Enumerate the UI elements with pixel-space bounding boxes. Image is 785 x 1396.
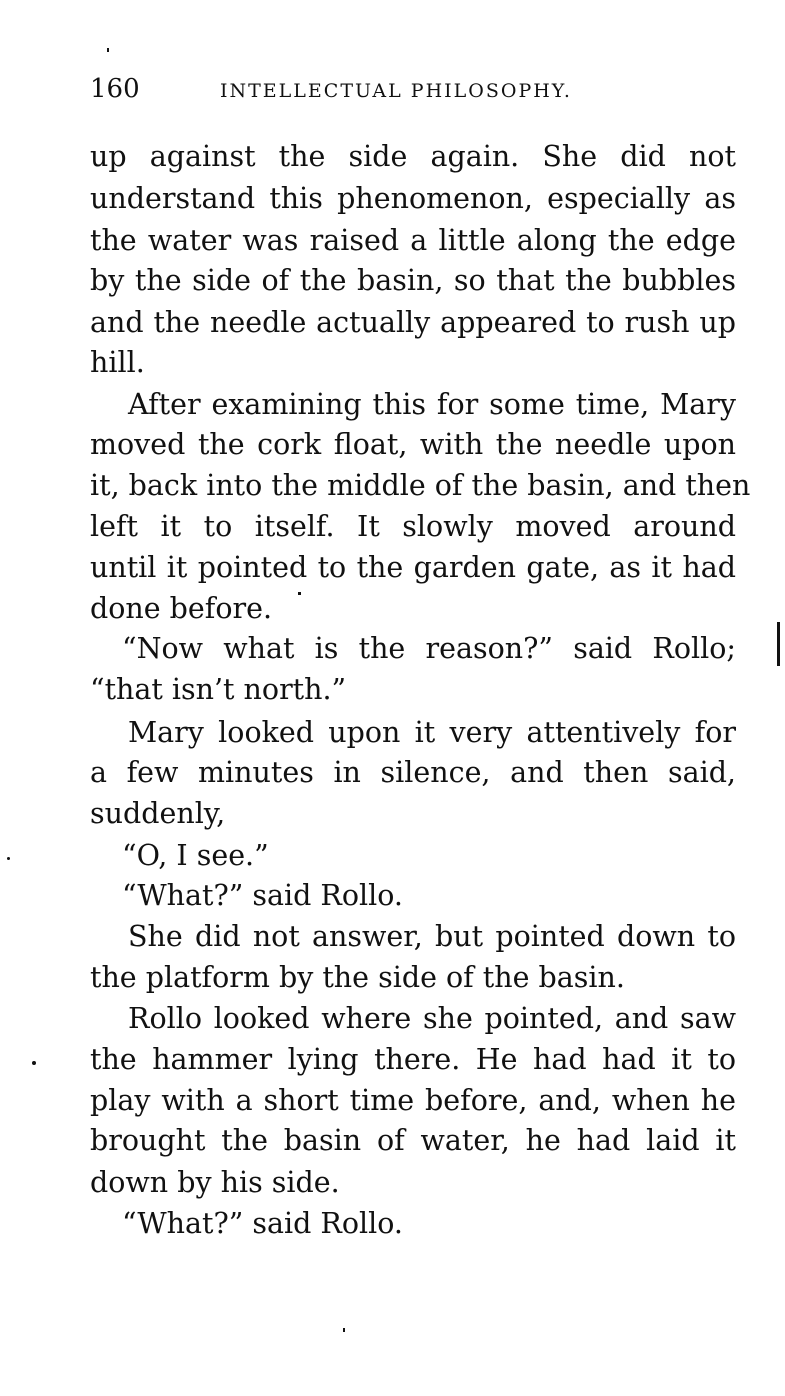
text-line: moved the cork float, with the needle upon: [90, 428, 736, 461]
text-line: “that isn’t north.”: [90, 673, 347, 706]
text-line: up against the side again. She did not: [90, 140, 736, 173]
scan-speck: [107, 48, 109, 52]
text-line: She did not answer, but pointed down to: [128, 920, 736, 953]
text-line: brought the basin of water, he had laid it: [90, 1124, 736, 1157]
text-line: left it to itself. It slowly moved around: [90, 510, 736, 543]
scan-speck: [298, 592, 301, 595]
text-line: done before.: [90, 592, 273, 625]
text-line: down by his side.: [90, 1166, 340, 1199]
margin-dot-mark: [32, 1061, 36, 1065]
text-line: “O, I see.”: [122, 839, 269, 872]
text-line: “What?” said Rollo.: [122, 879, 403, 912]
text-line: hill.: [90, 346, 145, 379]
text-line: it, back into the middle of the basin, and then: [90, 469, 751, 502]
margin-bar-mark: [777, 622, 780, 666]
text-line: suddenly,: [90, 797, 226, 830]
scan-speck: [343, 1328, 345, 1332]
text-line: the platform by the side of the basin.: [90, 961, 625, 994]
text-line: Rollo looked where she pointed, and saw: [128, 1002, 736, 1035]
running-head: INTELLECTUAL PHILOSOPHY.: [220, 80, 572, 102]
text-line: Mary looked upon it very attentively for: [128, 716, 736, 749]
text-line: by the side of the basin, so that the bubbles: [90, 264, 736, 297]
text-line: “What?” said Rollo.: [122, 1207, 403, 1240]
text-line: After examining this for some time, Mary: [128, 388, 736, 421]
text-line: “Now what is the reason?” said Rollo;: [122, 632, 736, 665]
margin-dot-mark: [7, 857, 10, 860]
text-line: play with a short time before, and, when he: [90, 1084, 736, 1117]
text-line: the water was raised a little along the edge: [90, 224, 736, 257]
page-number: 160: [90, 74, 140, 104]
text-line: a few minutes in silence, and then said,: [90, 756, 736, 789]
text-line: understand this phenomenon, especially as: [90, 182, 736, 215]
text-line: until it pointed to the garden gate, as it had: [90, 551, 736, 584]
text-line: the hammer lying there. He had had it to: [90, 1043, 736, 1076]
text-line: and the needle actually appeared to rush up: [90, 306, 736, 339]
